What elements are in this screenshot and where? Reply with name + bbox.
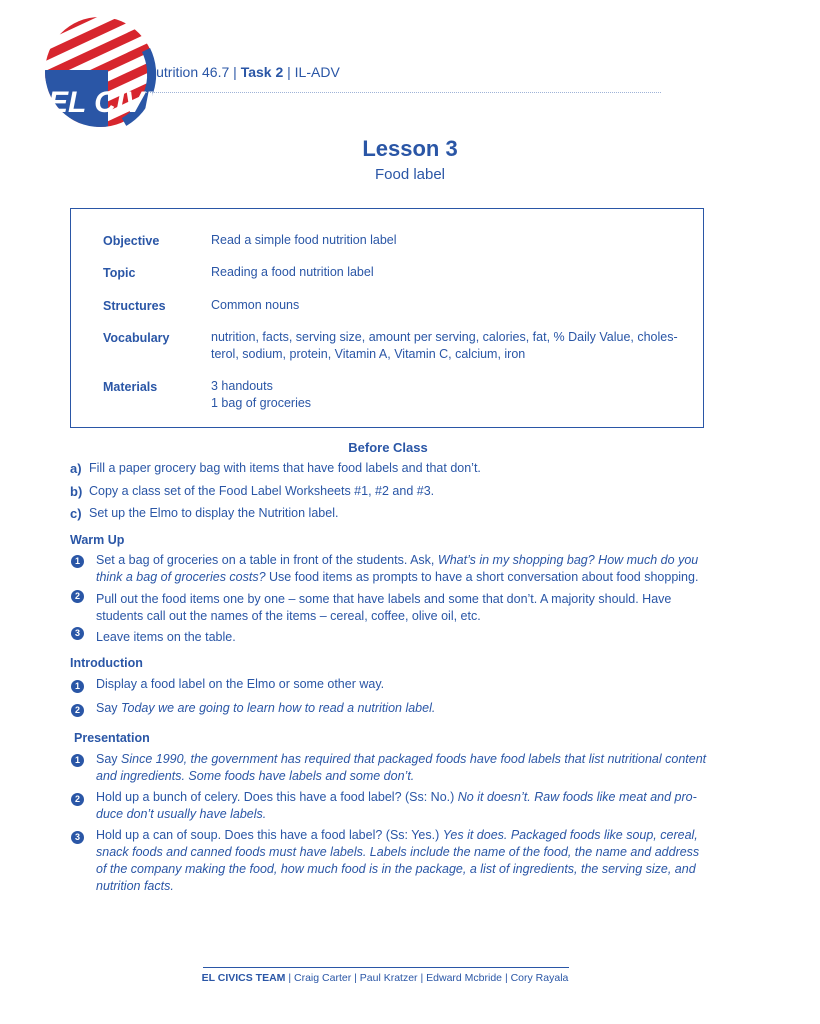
before-class-item: Fill a paper grocery bag with items that have food labels and that don’t.: [89, 461, 481, 475]
vocabulary-label: Vocabulary: [103, 331, 170, 345]
footer-author: Paul Kratzer: [359, 972, 418, 984]
footer-author: Cory Rayala: [510, 972, 569, 984]
presentation-item-1-line2: and ingredients. Some foods have labels and some don’t.: [96, 769, 415, 783]
logo-text: EL CIVICS: [48, 86, 195, 119]
objective-label: Objective: [103, 234, 160, 248]
header-separator: |: [287, 64, 291, 80]
step-number-badge: 3: [71, 831, 84, 844]
footer-author: Edward Mcbride: [426, 972, 503, 984]
step-number-badge: 2: [71, 590, 84, 603]
presentation-item-3-line4: nutrition facts.: [96, 879, 174, 893]
topic-value: Reading a food nutrition label: [211, 265, 374, 279]
footer-author: Craig Carter: [294, 972, 352, 984]
presentation-item-3-line2: snack foods and canned foods must have labels. Labels include the name of the food, the name and address: [96, 845, 700, 859]
vocabulary-value-line2: terol, sodium, protein, Vitamin A, Vitamin C, calcium, iron: [211, 347, 526, 361]
footer-credits: EL CIVICS TEAM | Craig Carter | Paul Kratzer | Edward Mcbride | Cory Rayala: [201, 972, 569, 984]
presentation-item-2-line2: duce don’t usually have labels.: [96, 807, 267, 821]
step-number-badge: 3: [71, 627, 84, 640]
presentation-item-3-line3: of the company making the food, how much food is in the package, a list of ingredients, the serving size, and: [96, 862, 696, 876]
introduction-item-2: Say Today we are going to learn how to read a nutrition label.: [96, 701, 436, 715]
materials-label: Materials: [103, 380, 158, 394]
warm-up-heading: Warm Up: [70, 533, 125, 547]
structures-label: Structures: [103, 299, 166, 313]
step-number-badge: 1: [71, 754, 84, 767]
task-label: Task 2: [240, 64, 284, 80]
step-number-badge: 1: [71, 555, 84, 568]
before-class-item: Set up the Elmo to display the Nutrition label.: [89, 506, 339, 520]
level-label: IL-ADV: [294, 64, 340, 80]
warm-up-item-1-line2: think a bag of groceries costs? Use food items as prompts to have a short conversation about food shopping.: [96, 570, 699, 584]
presentation-item-3-line1: Hold up a can of soup. Does this have a food label? (Ss: Yes.) Yes it does. Packaged foods like soup, cereal,: [96, 828, 698, 842]
warm-up-item-3: Leave items on the table.: [96, 630, 236, 644]
warm-up-item-2-line2: students call out the names of the items – cereal, coffee, olive oil, etc.: [96, 609, 481, 623]
presentation-item-2-line1: Hold up a bunch of celery. Does this have a food label? (Ss: No.) No it doesn’t. Raw foods like meat and pro-: [96, 790, 697, 804]
header-rule: [146, 92, 661, 93]
item-letter: c): [70, 506, 82, 521]
lesson-subtitle: Food label: [374, 166, 446, 183]
header-separator: |: [233, 64, 237, 80]
objective-value: Read a simple food nutrition label: [211, 233, 397, 247]
topic-label: Topic: [103, 266, 136, 280]
before-class-heading: Before Class: [348, 440, 428, 455]
step-number-badge: 2: [71, 793, 84, 806]
introduction-heading: Introduction: [70, 656, 143, 670]
footer-rule: [203, 967, 569, 968]
warm-up-item-2-line1: Pull out the food items one by one – some that have labels and some that don’t. A majority should. Have: [96, 592, 672, 606]
before-class-item: Copy a class set of the Food Label Worksheets #1, #2 and #3.: [89, 484, 435, 498]
course-label: Nutrition 46.7: [146, 64, 230, 80]
item-letter: b): [70, 484, 83, 499]
warm-up-item-1-line1: Set a bag of groceries on a table in front of the students. Ask, What’s in my shopping bag? How much do you: [96, 553, 699, 567]
materials-value-line2: 1 bag of groceries: [211, 396, 312, 410]
item-letter: a): [70, 461, 82, 476]
lesson-title: Lesson 3: [362, 136, 458, 161]
presentation-item-1-line1: Say Since 1990, the government has required that packaged foods have food labels that list nutritional content: [96, 752, 707, 766]
step-number-badge: 1: [71, 680, 84, 693]
materials-value-line1: 3 handouts: [211, 379, 273, 393]
vocabulary-value-line1: nutrition, facts, serving size, amount per serving, calories, fat, % Daily Value, choles-: [211, 330, 678, 344]
introduction-item-1: Display a food label on the Elmo or some other way.: [96, 677, 385, 691]
presentation-heading: Presentation: [74, 731, 150, 745]
header-line: [146, 64, 340, 80]
step-number-badge: 2: [71, 704, 84, 717]
structures-value: Common nouns: [211, 298, 300, 312]
footer-team: EL CIVICS TEAM: [201, 972, 286, 984]
